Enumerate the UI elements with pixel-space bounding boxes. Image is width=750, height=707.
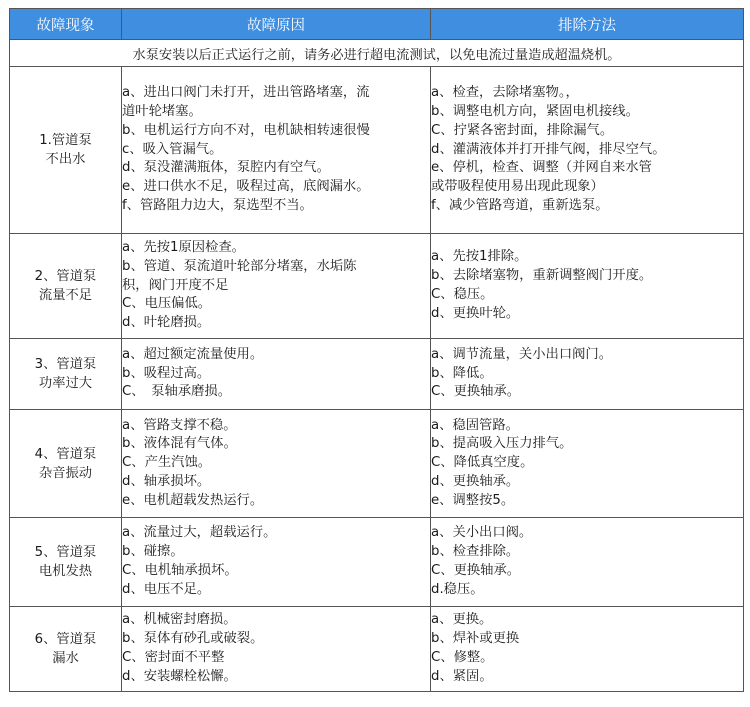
phenomenon-cell <box>10 67 122 234</box>
table-row <box>10 410 744 518</box>
cause-line: a、管路支撑不稳。 <box>122 417 237 433</box>
remedy-line: a、先按1排除。 <box>431 249 528 265</box>
phenomenon-line: 流量不足 <box>38 288 93 303</box>
remedy-line: C、降低真空度。 <box>431 455 534 471</box>
phenomenon-line: 不出水 <box>45 152 86 167</box>
table-row <box>10 607 744 692</box>
table-row <box>10 67 744 234</box>
remedy-line: 或带吸程使用易出现此现象） <box>431 179 604 195</box>
remedy-cell <box>431 410 744 518</box>
cause-line: a、流量过大，超载运行。 <box>122 525 277 541</box>
remedy-line: d.稳压。 <box>431 581 484 597</box>
remedy-cell <box>431 67 744 234</box>
cause-line: C、密封面不平整 <box>122 650 225 665</box>
cause-line: 积，阀门开度不足 <box>122 277 229 293</box>
cause-line: 道叶轮堵塞。 <box>122 104 202 119</box>
remedy-line: d、灌满液体并打开排气阀，排尽空气。 <box>431 141 666 157</box>
remedy-line: b、调整电机方向，紧固电机接线。 <box>431 104 639 119</box>
cause-line: b、液体混有气体。 <box>122 436 237 452</box>
table-row <box>10 234 744 339</box>
cause-line: c、吸入管漏气。 <box>122 141 223 157</box>
cause-line: f、管路阻力边大，泵选型不当。 <box>122 197 313 213</box>
table-row <box>10 339 744 410</box>
remedy-line: C、稳压。 <box>431 287 494 302</box>
remedy-line: e、调整按5。 <box>431 492 515 508</box>
cause-line: a、先按1原因检查。 <box>122 240 245 255</box>
cause-line: d、泵没灌满瓶体，泵腔内有空气。 <box>122 160 330 176</box>
cause-line: a、超过额定流量使用。 <box>122 346 264 362</box>
cause-line: b、泵体有砂孔或破裂。 <box>122 631 264 647</box>
header-row <box>10 9 744 40</box>
cause-cell <box>122 234 431 339</box>
cause-line: d、电压不足。 <box>122 581 211 597</box>
phenomenon-line: 3、管道泵 <box>34 357 97 372</box>
cause-line: b、电机运行方向不对，电机缺相转速很慢 <box>122 122 370 138</box>
remedy-line: a、检查，去除堵塞物。， <box>431 85 579 101</box>
cause-line: b、碰擦。 <box>122 544 184 560</box>
phenomenon-line: 功率过大 <box>38 376 93 391</box>
cause-cell <box>122 410 431 518</box>
remedy-line: d、紧固。 <box>431 668 493 684</box>
remedy-line: e、停机，检查、调整（并网自来水管 <box>431 160 652 176</box>
cause-line: d、安装螺栓松懈。 <box>122 668 237 684</box>
remedy-line: a、稳固管路。 <box>431 417 519 433</box>
phenomenon-line: 杂音振动 <box>38 465 93 481</box>
remedy-line: C、更换轴承。 <box>431 563 521 578</box>
remedy-line: a、更换。 <box>431 612 493 628</box>
phenomenon-cell <box>10 410 122 518</box>
cause-line: d、轴承损坏。 <box>122 473 211 489</box>
remedy-line: C、更换轴承。 <box>431 384 521 400</box>
phenomenon-line: 6、管道泵 <box>34 632 97 647</box>
remedy-line: b、焊补或更换 <box>431 631 520 647</box>
cause-line: b、管道、泵流道叶轮部分堵塞，水垢陈 <box>122 258 357 274</box>
phenomenon-cell <box>10 518 122 607</box>
cause-cell <box>122 67 431 234</box>
phenomenon-line: 5、管道泵 <box>34 545 97 560</box>
cause-line: C、电机轴承损坏。 <box>122 563 238 578</box>
remedy-line: d、更换轴承。 <box>431 473 520 489</box>
remedy-line: f、减少管路弯道，重新选泵。 <box>431 197 609 213</box>
phenomenon-cell <box>10 339 122 410</box>
cause-cell <box>122 339 431 410</box>
cause-line: d、叶轮磨损。 <box>122 315 211 331</box>
cause-line: C、电压偏低。 <box>122 296 212 312</box>
remedy-cell <box>431 339 744 410</box>
phenomenon-cell <box>10 234 122 339</box>
cause-line: a、机械密封磨损。 <box>122 612 237 628</box>
remedy-line: b、去除堵塞物，重新调整阀门开度。 <box>431 268 653 284</box>
fault-table <box>9 8 744 692</box>
remedy-cell <box>431 607 744 692</box>
remedy-cell <box>431 518 744 607</box>
phenomenon-line: 1.管道泵 <box>39 133 92 148</box>
cause-line: a、进出口阀门未打开，进出管路堵塞，流 <box>122 85 370 101</box>
phenomenon-cell <box>10 607 122 692</box>
header-remedy: 排除方法 <box>431 9 744 40</box>
remedy-line: b、降低。 <box>431 365 493 381</box>
remedy-line: a、调节流量，关小出口阀门。 <box>431 346 613 362</box>
remedy-line: a、关小出口阀。 <box>431 525 533 541</box>
table-row <box>10 518 744 607</box>
remedy-line: b、检查排除。 <box>431 544 520 560</box>
phenomenon-line: 漏水 <box>52 651 79 666</box>
header-cause: 故障原因 <box>122 9 431 40</box>
phenomenon-line: 4、管道泵 <box>34 446 97 462</box>
remedy-line: b、提高吸入压力排气。 <box>431 436 573 452</box>
phenomenon-line: 2、管道泵 <box>34 269 97 284</box>
cause-line: b、吸程过高。 <box>122 365 211 381</box>
phenomenon-line: 电机发热 <box>38 564 93 579</box>
remedy-line: d、更换叶轮。 <box>431 305 520 321</box>
cause-line: e、进口供水不足，吸程过高，底阀漏水。 <box>122 179 370 195</box>
cause-cell <box>122 607 431 692</box>
cause-line: C、产生汽蚀。 <box>122 455 212 471</box>
cause-line: C、 泵轴承磨损。 <box>122 384 232 400</box>
notice-text: 水泵安装以后正式运行之前，请务必进行超电流测试，以免电流过量造成超温烧机。 <box>10 40 744 67</box>
header-phenomenon: 故障现象 <box>10 9 122 40</box>
notice-row <box>10 40 744 67</box>
remedy-line: C、修整。 <box>431 650 494 665</box>
cause-line: e、电机超载发热运行。 <box>122 492 264 508</box>
cause-cell <box>122 518 431 607</box>
remedy-line: C、拧紧各密封面，排除漏气。 <box>431 122 614 138</box>
remedy-cell <box>431 234 744 339</box>
